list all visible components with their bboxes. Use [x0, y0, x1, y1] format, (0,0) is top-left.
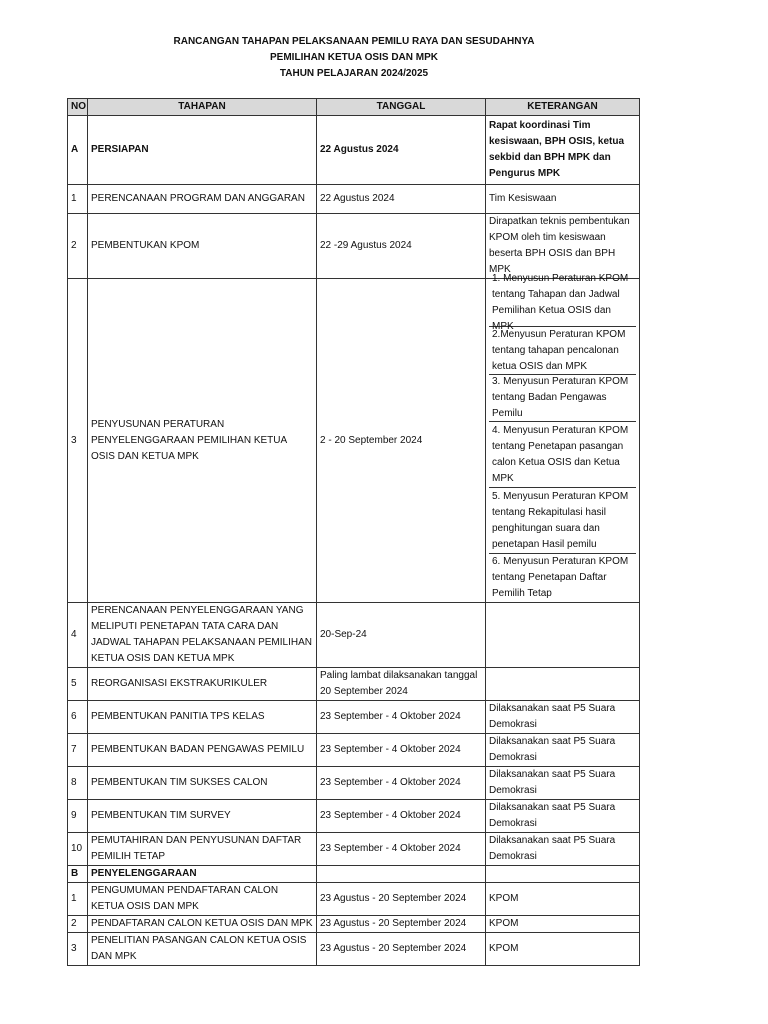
row-keterangan: Tim Kesiswaan	[486, 185, 640, 214]
row-no: 2	[68, 916, 88, 933]
table-row	[68, 833, 640, 866]
row-tanggal: 23 September - 4 Oktober 2024	[317, 767, 486, 800]
row-tahapan: PEMBENTUKAN PANITIA TPS KELAS	[88, 701, 317, 734]
table-row	[68, 279, 640, 603]
row-no: 9	[68, 800, 88, 833]
row-keterangan	[486, 603, 640, 668]
document-title	[0, 34, 708, 82]
row-tanggal: 22 Agustus 2024	[317, 185, 486, 214]
row-tanggal: 23 Agustus - 20 September 2024	[317, 916, 486, 933]
table-row	[68, 668, 640, 701]
table-row	[68, 603, 640, 668]
row-tahapan: PEMBENTUKAN BADAN PENGAWAS PEMILU	[88, 734, 317, 767]
keterangan-item: 6. Menyusun Peraturan KPOM tentang Penetapan Daftar Pemilih Tetap	[492, 556, 629, 599]
row-keterangan	[486, 668, 640, 701]
table-row	[68, 701, 640, 734]
header-tanggal: TANGGAL	[317, 99, 486, 116]
row-no: A	[68, 116, 88, 185]
row-tahapan: PENYELENGGARAAN	[88, 866, 317, 883]
section-row-b	[68, 866, 640, 883]
header-row	[68, 99, 640, 116]
row-tanggal: 2 - 20 September 2024	[317, 279, 486, 603]
row-tahapan: PENELITIAN PASANGAN CALON KETUA OSIS DAN MPK	[88, 933, 317, 966]
row-tanggal: 22 Agustus 2024	[317, 116, 486, 185]
title-line-3: TAHUN PELAJARAN 2024/2025	[279, 68, 429, 79]
row-tanggal: Paling lambat dilaksanakan tanggal 20 September 2024	[317, 668, 486, 701]
row-no: 4	[68, 603, 88, 668]
row-no: 8	[68, 767, 88, 800]
row-keterangan: Rapat koordinasi Tim kesiswaan, BPH OSIS, ketua sekbid dan BPH MPK dan Pengurus MPK	[486, 116, 640, 185]
row-no: 3	[68, 279, 88, 603]
row-keterangan: Dilaksanakan saat P5 Suara Demokrasi	[486, 767, 640, 800]
header-no: NO	[68, 99, 88, 116]
row-tanggal: 20-Sep-24	[317, 603, 486, 668]
title-line-1: RANCANGAN TAHAPAN PELAKSANAAN PEMILU RAYA DAN SESUDAHNYA	[173, 36, 535, 47]
row-keterangan: Dirapatkan teknis pembentukan KPOM oleh tim kesiswaan beserta BPH OSIS dan BPH MPK	[486, 214, 640, 279]
row-tanggal	[317, 866, 486, 883]
table-row	[68, 767, 640, 800]
row-no: 1	[68, 883, 88, 916]
keterangan-item: 2.Menyusun Peraturan KPOM tentang tahapan pencalonan ketua OSIS dan MPK	[489, 327, 636, 375]
table-row	[68, 800, 640, 833]
row-no: 7	[68, 734, 88, 767]
table-row	[68, 933, 640, 966]
row-no: B	[68, 866, 88, 883]
title-line-2: PEMILIHAN KETUA OSIS DAN MPK	[270, 52, 438, 63]
row-keterangan: KPOM	[486, 883, 640, 916]
table-row	[68, 185, 640, 214]
row-tanggal: 23 Agustus - 20 September 2024	[317, 883, 486, 916]
row-keterangan: Dilaksanakan saat P5 Suara Demokrasi	[486, 800, 640, 833]
schedule-table	[67, 98, 640, 966]
header-keterangan: KETERANGAN	[486, 99, 640, 116]
keterangan-item: 5. Menyusun Peraturan KPOM tentang Rekapitulasi hasil penghitungan suara dan penetapan Hasil pemilu	[489, 488, 636, 554]
row-tanggal: 22 -29 Agustus 2024	[317, 214, 486, 279]
row-keterangan: Dilaksanakan saat P5 Suara Demokrasi	[486, 833, 640, 866]
row-tanggal: 23 September - 4 Oktober 2024	[317, 734, 486, 767]
row-tahapan: PENDAFTARAN CALON KETUA OSIS DAN MPK	[88, 916, 317, 933]
row-keterangan: KPOM	[486, 933, 640, 966]
table-row	[68, 214, 640, 279]
row-no: 6	[68, 701, 88, 734]
keterangan-item: 4. Menyusun Peraturan KPOM tentang Penetapan pasangan calon Ketua OSIS dan Ketua MPK	[489, 422, 636, 488]
row-keterangan-list	[486, 272, 640, 603]
row-tanggal: 23 September - 4 Oktober 2024	[317, 800, 486, 833]
keterangan-item: 1. Menyusun Peraturan KPOM tentang Tahapan dan Jadwal Pemilihan Ketua OSIS dan MPK	[489, 279, 636, 327]
table-row	[68, 916, 640, 933]
row-keterangan: Dilaksanakan saat P5 Suara Demokrasi	[486, 701, 640, 734]
row-keterangan	[486, 866, 640, 883]
row-tahapan: PERSIAPAN	[88, 116, 317, 185]
row-tahapan: PENYUSUNAN PERATURAN PENYELENGGARAAN PEMILIHAN KETUA OSIS DAN KETUA MPK	[88, 279, 317, 603]
table-row	[68, 883, 640, 916]
header-tahapan: TAHAPAN	[88, 99, 317, 116]
row-tanggal: 23 September - 4 Oktober 2024	[317, 833, 486, 866]
row-tanggal: 23 September - 4 Oktober 2024	[317, 701, 486, 734]
row-no: 3	[68, 933, 88, 966]
row-tanggal: 23 Agustus - 20 September 2024	[317, 933, 486, 966]
row-tahapan: PEMUTAHIRAN DAN PENYUSUNAN DAFTAR PEMILIH TETAP	[88, 833, 317, 866]
row-no: 1	[68, 185, 88, 214]
row-tahapan: PERENCANAAN PENYELENGGARAAN YANG MELIPUTI PENETAPAN TATA CARA DAN JADWAL TAHAPAN PELAKSANAAN PEMILIHAN KETUA OSIS DAN KETUA MPK	[88, 603, 317, 668]
row-no: 5	[68, 668, 88, 701]
row-no: 2	[68, 214, 88, 279]
row-keterangan: KPOM	[486, 916, 640, 933]
row-tahapan: PEMBENTUKAN TIM SURVEY	[88, 800, 317, 833]
table-row	[68, 734, 640, 767]
row-tahapan: PEMBENTUKAN KPOM	[88, 214, 317, 279]
row-no: 10	[68, 833, 88, 866]
keterangan-item: 3. Menyusun Peraturan KPOM tentang Badan Pengawas Pemilu	[489, 375, 636, 422]
row-tahapan: PEMBENTUKAN TIM SUKSES CALON	[88, 767, 317, 800]
row-keterangan: Dilaksanakan saat P5 Suara Demokrasi	[486, 734, 640, 767]
row-tahapan: PERENCANAAN PROGRAM DAN ANGGARAN	[88, 185, 317, 214]
row-tahapan: REORGANISASI EKSTRAKURIKULER	[88, 668, 317, 701]
section-row-a	[68, 116, 640, 185]
row-tahapan: PENGUMUMAN PENDAFTARAN CALON KETUA OSIS DAN MPK	[88, 883, 317, 916]
